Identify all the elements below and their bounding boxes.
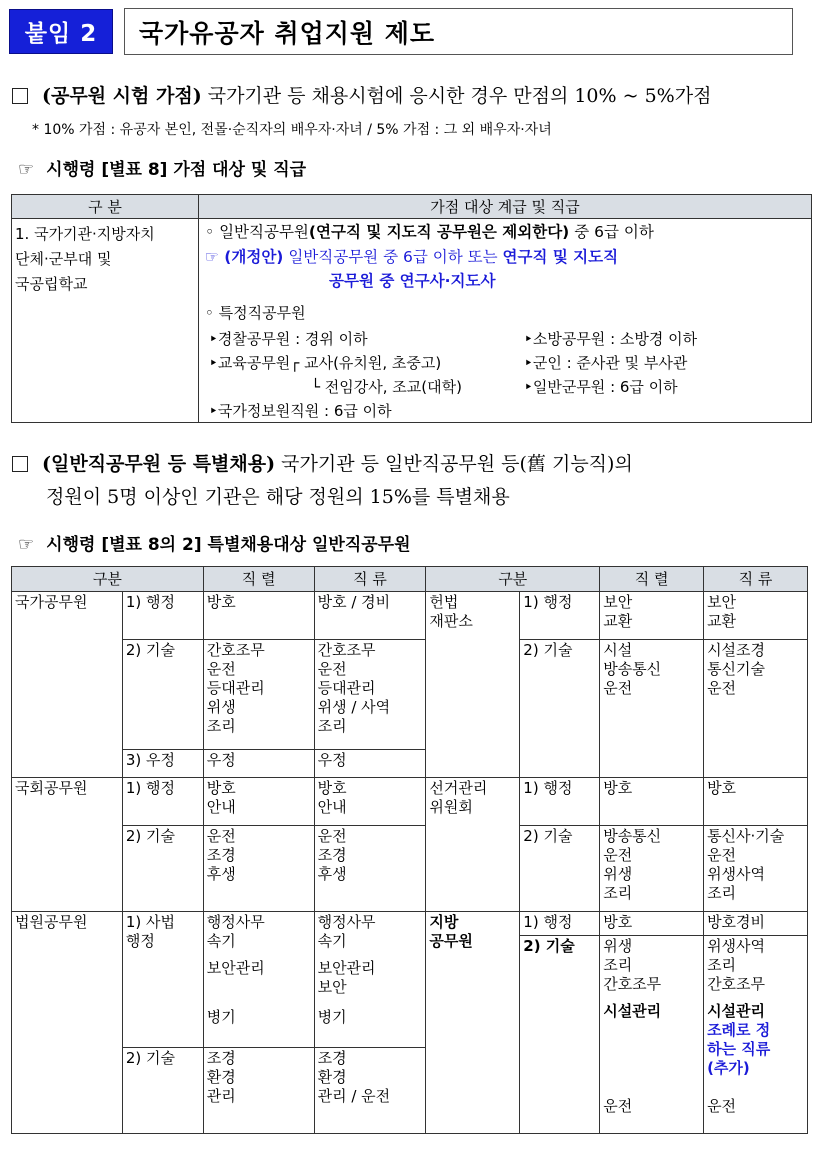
class-cell <box>314 912 426 1048</box>
header-class-left: 직 류 <box>314 567 426 592</box>
sub-label: 2) 기술 <box>520 640 600 778</box>
special-heading: ◦ 특정직공무원 <box>205 304 306 322</box>
sub-label: 2) 기술 <box>122 1048 203 1134</box>
checkbox-icon <box>12 88 28 104</box>
group-election: 선거관리 위원회 <box>426 778 520 912</box>
series-cell: 방호 <box>600 778 704 826</box>
bonus-table-content <box>199 219 812 423</box>
class-text: 행정사무 속기 <box>317 913 376 950</box>
class-cell: 방호경비 <box>704 912 808 936</box>
series-cell: 시설 방송통신 운전 <box>600 640 704 778</box>
sub-label: 2) 기술 <box>122 640 203 750</box>
special-hire-table <box>11 566 808 1134</box>
class-text: 운전 <box>707 1097 737 1115</box>
group-local: 지방 공무원 <box>426 912 520 1134</box>
group-assembly: 국회공무원 <box>12 778 123 912</box>
group-court: 법원공무원 <box>12 912 123 1134</box>
checkbox-icon <box>12 456 28 472</box>
sub-label: 1) 행정 <box>122 778 203 826</box>
sub-label: 1) 행정 <box>520 592 600 640</box>
series-text: 위생 조리 간호조무 <box>603 937 662 993</box>
series-cell: 방송통신 운전 위생 조리 <box>600 826 704 912</box>
series-text: 보안관리 <box>206 959 265 977</box>
bonus-table-header-category: 구 분 <box>12 195 199 219</box>
header-category-right: 구분 <box>426 567 600 592</box>
class-cell: 방호 <box>704 778 808 826</box>
series-text: 운전 <box>603 1097 633 1115</box>
pointing-hand-icon: ☞ <box>18 159 35 180</box>
attachment-tag: 붙임 2 <box>9 9 113 54</box>
series-cell: 방호 <box>600 912 704 936</box>
series-cell: 우정 <box>203 750 314 778</box>
class-cell <box>704 936 808 1134</box>
section1-subheading-text: 시행령 [별표 8] 가점 대상 및 직급 <box>46 160 307 180</box>
group-national: 국가공무원 <box>12 592 123 778</box>
item-military: ‣군인 : 준사관 및 부사관 <box>524 354 688 372</box>
revision-line-2: 공무원 중 연구사·지도사 <box>329 272 496 290</box>
general-line <box>205 221 654 243</box>
revision-text: 일반직공무원 중 6급 이하 또는 <box>283 248 503 266</box>
sub-label: 2) 기술 <box>122 826 203 912</box>
class-text: 보안관리 보안 <box>317 959 376 996</box>
series-cell <box>203 912 314 1048</box>
section2-lead: (일반직공무원 등 특별채용) <box>42 453 276 475</box>
general-bold: (연구직 및 지도직 공무원은 제외한다) <box>308 223 570 241</box>
item-nis: ‣국가정보원직원 : 6급 이하 <box>209 402 392 420</box>
class-text: 위생사역 조리 간호조무 <box>707 937 766 993</box>
sub-label: 2) 기술 <box>520 826 600 912</box>
header-category-left: 구분 <box>12 567 204 592</box>
pointing-hand-icon: ☞ <box>18 534 35 555</box>
header-series-right: 직 렬 <box>600 567 704 592</box>
bonus-table <box>11 194 812 423</box>
class-cell: 보안 교환 <box>704 592 808 640</box>
general-prefix: ◦ 일반직공무원 <box>205 223 309 241</box>
sub-label: 1) 사법 행정 <box>122 912 203 1048</box>
section2-text: 국가기관 등 일반직공무원 등(舊 기능직)의 <box>275 453 633 475</box>
header-series-left: 직 렬 <box>203 567 314 592</box>
class-cell: 조경 환경 관리 / 운전 <box>314 1048 426 1134</box>
class-text: 시설관리 <box>707 1002 766 1020</box>
series-cell: 방호 <box>203 592 314 640</box>
series-cell: 방호 안내 <box>203 778 314 826</box>
class-cell: 통신사·기술 운전 위생사역 조리 <box>704 826 808 912</box>
section2-subheading-text: 시행령 [별표 8의 2] 특별채용대상 일반직공무원 <box>46 535 411 555</box>
section1-note: * 10% 가점 : 유공자 본인, 전몰·순직자의 배우자·자녀 / 5% 가점 : 그 외 배우자·자녀 <box>32 122 552 138</box>
pointing-hand-icon: ☞ <box>205 248 225 266</box>
section1-text: 국가기관 등 채용시험에 응시한 경우 만점의 10% ~ 5%가점 <box>201 85 712 107</box>
section2-paragraph <box>12 452 633 476</box>
class-cell: 방호 안내 <box>314 778 426 826</box>
sub-label: 2) 기술 <box>520 936 600 1134</box>
group-constitutional: 헌법 재판소 <box>426 592 520 778</box>
general-suffix: 중 6급 이하 <box>569 223 654 241</box>
item-edu: ‣교육공무원┌ 교사(유치원, 초중고) <box>209 354 442 372</box>
class-cell: 운전 조경 후생 <box>314 826 426 912</box>
sub-label: 1) 행정 <box>520 912 600 936</box>
series-cell: 운전 조경 후생 <box>203 826 314 912</box>
revision-line <box>205 246 618 268</box>
section2-paragraph-2: 정원이 5명 이상인 기관은 해당 정원의 15%를 특별채용 <box>46 486 510 508</box>
revision-bold1: 연구직 및 지도직 <box>502 248 619 266</box>
series-cell: 간호조무 운전 등대관리 위생 조리 <box>203 640 314 750</box>
series-cell: 보안 교환 <box>600 592 704 640</box>
class-cell: 우정 <box>314 750 426 778</box>
class-cell: 시설조경 통신기술 운전 <box>704 640 808 778</box>
sub-label: 1) 행정 <box>520 778 600 826</box>
series-cell: 조경 환경 관리 <box>203 1048 314 1134</box>
class-cell: 방호 / 경비 <box>314 592 426 640</box>
item-edu2: └ 전임강사, 조교(대학) <box>311 378 462 396</box>
section2-subheading <box>18 530 411 555</box>
bonus-table-header-target: 가점 대상 계급 및 직급 <box>199 195 812 219</box>
sub-label: 3) 우정 <box>122 750 203 778</box>
item-civ-military: ‣일반군무원 : 6급 이하 <box>524 378 678 396</box>
item-fire: ‣소방공무원 : 소방경 이하 <box>524 330 698 348</box>
class-cell: 간호조무 운전 등대관리 위생 / 사역 조리 <box>314 640 426 750</box>
class-text-added: 조례로 정 하는 직류 (추가) <box>707 1021 771 1077</box>
sub-label: 1) 행정 <box>122 592 203 640</box>
revision-label: (개정안) <box>224 248 284 266</box>
bonus-table-row-label: 1. 국가기관·지방자치 단체·군부대 및 국공립학교 <box>12 219 199 423</box>
section1-paragraph <box>12 84 711 108</box>
series-cell <box>600 936 704 1134</box>
class-text: 병기 <box>317 1008 347 1026</box>
section1-subheading <box>18 155 306 180</box>
series-text: 행정사무 속기 <box>206 913 265 950</box>
section1-lead: (공무원 시험 가점) <box>42 85 202 107</box>
series-text: 시설관리 <box>603 1002 662 1020</box>
series-text: 병기 <box>206 1008 236 1026</box>
page-title: 국가유공자 취업지원 제도 <box>124 8 793 55</box>
item-police: ‣경찰공무원 : 경위 이하 <box>209 330 368 348</box>
header-class-right: 직 류 <box>704 567 808 592</box>
